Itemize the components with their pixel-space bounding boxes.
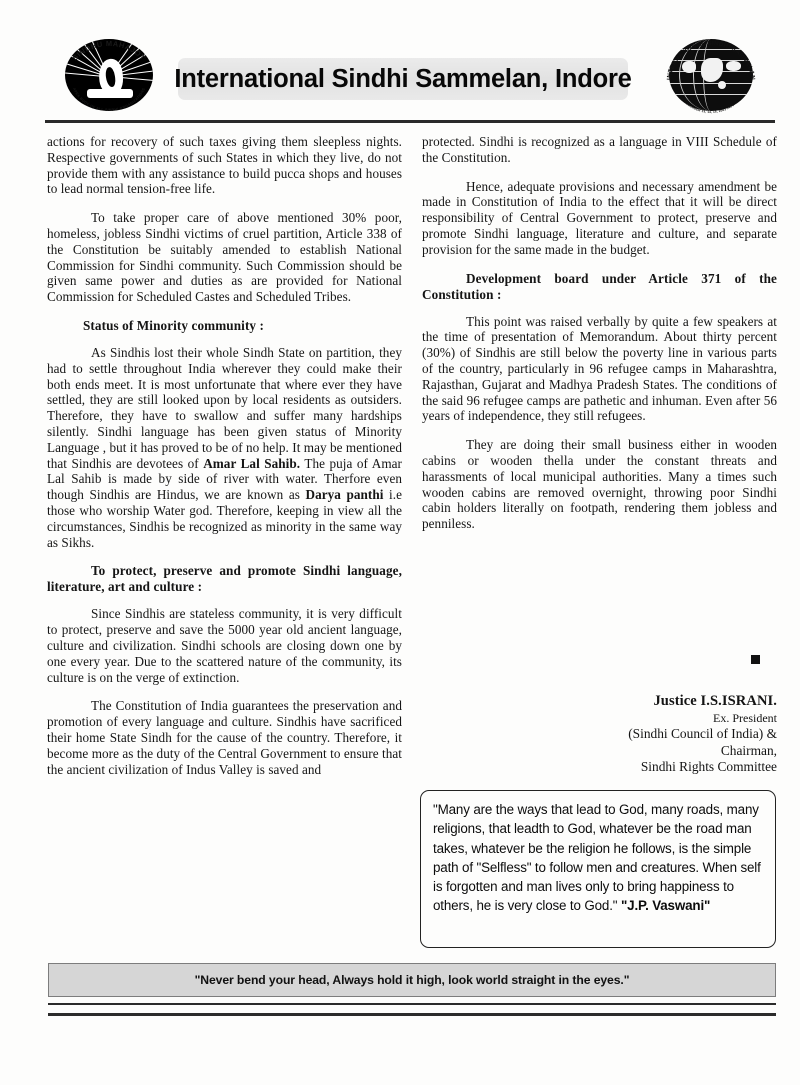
paragraph-minority-community [47, 345, 402, 550]
footer-quote-bar [48, 963, 776, 997]
signatory-role: Ex. President [713, 710, 777, 725]
paragraph: Since Sindhis are stateless community, it is very difficult to protect, preserve and save the 5000 year old ancient language, culture and civilization. Sindhi schools are closing down one by one every year. Due to the scattered nature of the community, its culture is on the verge of extinction. [47, 606, 402, 685]
signatory-committee: Sindhi Rights Committee [640, 759, 777, 774]
quote-box [420, 790, 776, 948]
paragraph: actions for recovery of such taxes giving them sleepless nights. Respective governments of such States in which they live, do not provide them with any assistance to build pucca shops and houses to lead normal tension-free life. [47, 134, 402, 197]
signature-block [422, 693, 777, 776]
logo-left-arc-text [57, 36, 161, 114]
header-title-banner [174, 58, 632, 100]
svg-text:SINDHU MAHAJOT [71, 39, 148, 62]
sindhu-mahajot-logo [57, 36, 161, 114]
footer-quote-text: "Never bend your head, Always hold it high, look world straight in the eyes." [194, 973, 630, 987]
footer-divider-thin [48, 1003, 776, 1005]
footer-divider-thick [48, 1013, 776, 1016]
header-divider [45, 120, 775, 123]
quote-author: "J.P. Vaswani" [620, 898, 711, 914]
logo-left-top-text: SINDHU MAHAJOT [70, 38, 148, 63]
signatory-organization: (Sindhi Council of India) & [628, 726, 777, 741]
paragraph: Hence, adequate provisions and necessary amendment be made in Constitution of India to the effect that it will be direct responsibility of Central Government to protect, preserve and promote Sindhi language, literature and culture, and separate provision for the same made in the budget. [422, 178, 777, 257]
heading-line-2: 371 of the Constitution : [422, 270, 777, 302]
left-text-column [47, 134, 402, 777]
heading-line-1: To protect, preserve and promote [91, 563, 296, 579]
heading-line-2: Sindhi language, literature, art and culture : [47, 563, 402, 595]
page-header [0, 0, 800, 122]
logo-left-bottom-text: APEX BODY OF ALL SINDHI ORGANIZATIONS [72, 87, 146, 113]
paragraph: They are doing their small business either in wooden cabins or wooden thella under the constant threats and harassments of local municipal authorities. Many a times such wooden cabins are removed overnight, throwing poor Sindhi cabin holders literally on footpath, rendering them jobless and penniless. [422, 437, 777, 532]
page-title: International Sindhi Sammelan, Indore [174, 64, 632, 93]
logo-right-bottom-text: DECEMBER 13, 14, 15, 2003 INDORE [683, 99, 739, 115]
svg-text:DECEMBER 13, 14, 15, 2003 INDO [683, 100, 739, 114]
quote-text: "Many are the ways that lead to God, many roads, many religions, that leadth to God, whatever be the road man takes, whatever be the religion he follows, is the simple path of "Selfless" to follow men and creatures. When self is forgotten and man lives only to bring happiness to others, he is very close to God." [433, 802, 761, 914]
heading-line-1: Development board under Article [466, 270, 688, 286]
section-heading-development-board [422, 271, 777, 303]
right-text-column [422, 134, 777, 532]
svg-text:APEX BODY OF ALL SINDHI ORGANI [72, 87, 146, 112]
paragraph-part: i.e those who worship Water god. Therefore, keeping in view all the circumstances, Sindhis be recognized as minority in the same way as Sikhs. [47, 487, 403, 550]
international-sindhi-sammelan-logo [661, 34, 761, 120]
section-heading-protect-preserve [47, 563, 402, 595]
logo-right-top-text: INTERNATIONAL SINDHI SAMMELAN [666, 39, 757, 81]
paragraph-part: The puja of Amar Lal Sahib is made by side of river with water. Therfore even though Sindhis are Hindus, we are known as [47, 455, 402, 503]
logo-right-arc-text [661, 34, 761, 120]
signatory-chairman: Chairman, [720, 742, 777, 758]
svg-text:INTERNATIONAL SINDHI SAMMELAN [666, 40, 756, 81]
paragraph: The Constitution of India guarantees the preservation and promotion of every language and culture. Sindhis have sacrificed their home State Sindh for the cause of the country. Therefore, it become more as the duty of the Central Government to ensure that the ancient civilization of Indus Valley is saved and [47, 698, 402, 777]
emphasis-amar-lal-sahib: Amar Lal Sahib. [203, 455, 301, 471]
section-heading-status-of-minority: Status of Minority community : [83, 317, 265, 333]
quote-text-container [433, 800, 764, 916]
paragraph-part: As Sindhis lost their whole Sindh State on partition, they had to settle throughout India wherever they could make their both ends meet. It is most unfortunate that where ever they have settled, they are still looked upon by local residents as outsiders. Therefore, they have to swallow and suffer many hardships silently. Sindhi language has been given status of Minority Language , but it has proved to be of no help. It may be mentioned that Sindhis are devotees of [47, 344, 402, 471]
paragraph: This point was raised verbally by quite a few speakers at the time of presentation of Memorandum. About thirty percent (30%) of Sindhis are still below the poverty line in various parts of the country, particularly in 96 refugee camps in Maharashtra, Rajasthan, Gujarat and Madhya Pradesh States. The conditions of the said 96 refugee camps are pathetic and inhuman. Even after 56 years of independence, they still refugees. [422, 313, 777, 424]
signatory-name: Justice I.S.ISRANI. [653, 693, 777, 709]
paragraph: protected. Sindhi is recognized as a language in VIII Schedule of the Constitution. [422, 134, 777, 165]
emphasis-darya-panthi: Darya panthi [305, 487, 384, 503]
paragraph: To take proper care of above mentioned 30% poor, homeless, jobless Sindhi victims of cruel partition, Article 338 of the Constitution be suitably amended to establish National Commission for Sindhi community. Such Commission should be given same power and duties as are provided for National Commission for Scheduled Castes and Scheduled Tribes. [47, 210, 402, 305]
end-of-article-marker [751, 655, 760, 664]
